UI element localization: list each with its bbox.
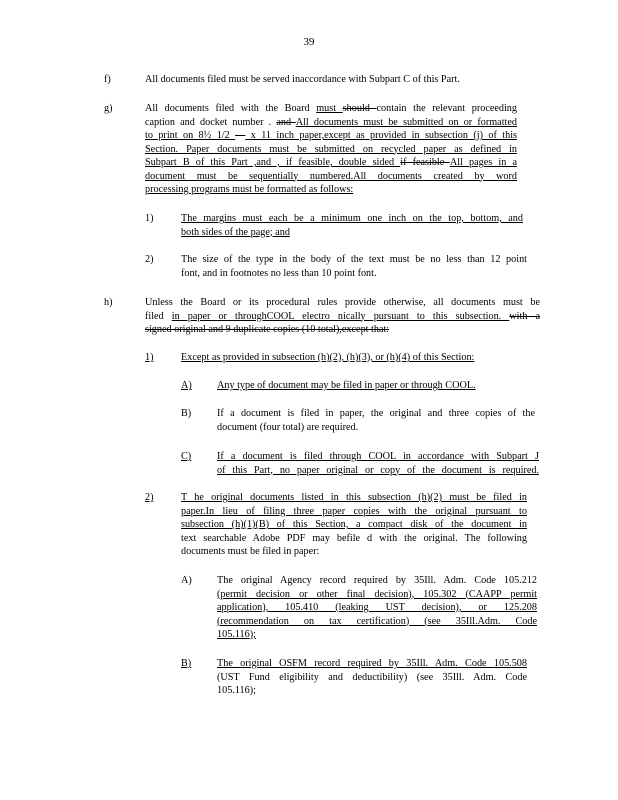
text-run: must	[316, 103, 343, 114]
item-h2-line: subsection (h)(1)(B) of this Section, a compact disk of the document in	[181, 519, 527, 530]
text-line	[145, 170, 517, 184]
item-h1b-line: If a document is filed in paper, the original and three copies of the	[217, 408, 535, 419]
text-line	[145, 310, 540, 324]
item-g2-line: The size of the type in the body of the text must be no less than 12 point	[181, 254, 527, 265]
text-run: All documents filed with the Board	[145, 103, 317, 114]
text-line	[145, 323, 540, 337]
item-h2a-line: application), 105.410 (leaking UST decision), or 125.208	[217, 602, 537, 613]
text-run: to print on 8½ 1/2	[145, 130, 236, 141]
text-run: caption and docket number .	[145, 116, 277, 128]
item-g2-label: 2)	[145, 254, 154, 265]
item-h1c-label: C)	[181, 451, 192, 462]
item-h2-text	[181, 491, 527, 559]
item-h2a-line: The original Agency record required by 35Ill. Adm. Code 105.212	[217, 575, 537, 586]
item-h2a-line: 105.116);	[217, 629, 256, 640]
text-line	[145, 102, 517, 116]
item-h2a-label: A)	[181, 575, 192, 586]
item-g-label: g)	[104, 103, 113, 114]
item-g2-text	[181, 253, 527, 280]
text-run: and	[276, 116, 296, 128]
text-run: processing programs must be formatted as follows:	[145, 184, 354, 195]
item-g-text	[145, 102, 517, 197]
item-h1c-text	[217, 450, 539, 477]
item-h1b-text	[217, 407, 535, 434]
item-h2-line: T he original documents listed in this subsection (h)(2) must be filed in	[181, 492, 527, 503]
text-run: contain the relevant proceeding	[376, 103, 517, 114]
item-h1a-line: Any type of document may be filed in paper or through COOL.	[217, 380, 476, 391]
item-g1-text	[181, 212, 523, 239]
text-run: filed	[145, 310, 172, 322]
text-run: if feasible	[400, 157, 450, 168]
text-line	[145, 156, 517, 170]
text-run: signed original and 9 duplicate copies (10 total),except that:	[145, 324, 390, 335]
item-h2b-label: B)	[181, 658, 192, 669]
text-run: —	[235, 130, 246, 141]
item-h2b-line: 105.116);	[217, 685, 256, 696]
text-line	[145, 116, 517, 130]
item-h-text	[145, 296, 540, 337]
item-h1b-label: B)	[181, 408, 192, 419]
page-number: 39	[303, 36, 315, 48]
text-run: All documents must be submitted on or formatted	[295, 116, 517, 128]
item-f-line: All documents filed must be served inaccordance with Subpart C of this Part.	[145, 74, 460, 85]
item-h1a-text	[217, 379, 527, 393]
item-h2b-line: (UST Fund eligibility and deductibility) (see 35Ill. Adm. Code	[217, 671, 527, 683]
item-g1-label: 1)	[145, 213, 154, 224]
item-h1-text	[181, 351, 533, 365]
item-h1a-label: A)	[181, 380, 192, 391]
text-run: document must be sequentially numbered.All documents created by word	[145, 170, 517, 182]
item-h1-label: 1)	[145, 352, 154, 363]
item-h2-line: paper.In lieu of filing three paper copies with the original pursuant to	[181, 505, 527, 517]
text-run: Unless the Board or its procedural rules provide otherwise, all documents must be	[145, 297, 540, 308]
item-h1-line: Except as provided in subsection (h)(2), (h)(3), or (h)(4) of this Section:	[181, 352, 475, 363]
item-h1c-line: If a document is filed through COOL in accordance with Subpart J	[217, 451, 539, 462]
item-h1b-line: document (four total) are required.	[217, 421, 359, 433]
item-g1-line: both sides of the page; and	[181, 226, 290, 238]
text-line	[145, 296, 540, 310]
item-h1c-line: of this Part, no paper original or copy of the document is required.	[217, 464, 539, 476]
item-h2a-line: (permit decision or other final decision), 105.302 (CAAPP permit	[217, 588, 537, 600]
text-run: should	[342, 103, 377, 114]
item-h2-line: text searchable Adobe PDF may befile d with the original. The following	[181, 532, 527, 544]
item-h2a-text	[217, 574, 537, 642]
text-run: Section. Paper documents must be submitted on recycled paper as defined in	[145, 143, 517, 155]
text-run: All pages in a	[449, 157, 517, 168]
item-h2b-line: The original OSFM record required by 35Ill. Adm. Code 105.508	[217, 658, 527, 669]
item-h2b-text	[217, 657, 527, 698]
item-h2-label: 2)	[145, 492, 154, 503]
item-g1-line: The margins must each be a minimum one inch on the top, bottom, and	[181, 213, 523, 224]
text-run: Subpart B of this Part ,and , if feasible, double sided	[145, 157, 401, 168]
text-run: with a	[509, 310, 540, 322]
text-line	[145, 129, 517, 143]
text-line	[145, 143, 517, 157]
text-run: in paper or throughCOOL electro nically pursuant to this subsection.	[171, 310, 510, 322]
item-h-label: h)	[104, 297, 113, 308]
text-line	[145, 183, 517, 197]
item-f-text	[145, 73, 517, 87]
item-f-label: f)	[104, 74, 111, 85]
item-h2a-line: (recommendation on tax certification) (see 35Ill.Adm. Code	[217, 615, 537, 627]
text-run: x 11 inch paper,except as provided in subsection (j) of this	[245, 130, 517, 141]
item-h2-line: documents must be filed in paper:	[181, 546, 320, 557]
item-g2-line: font, and in footnotes no less than 10 point font.	[181, 267, 377, 279]
